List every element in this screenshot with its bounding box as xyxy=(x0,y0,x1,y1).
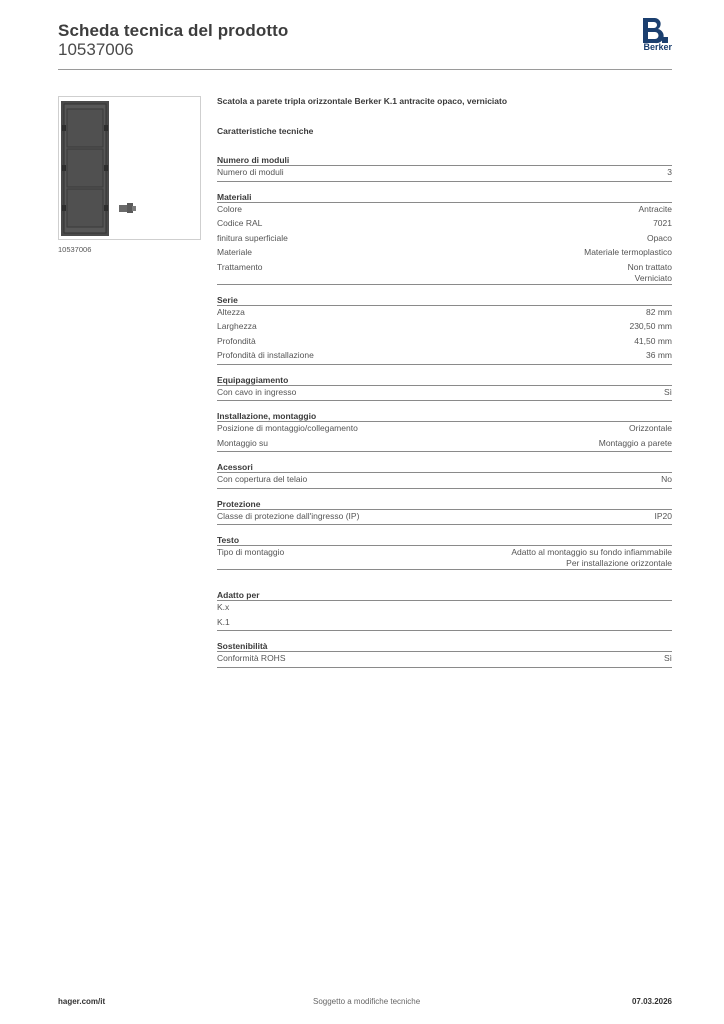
section-title: Installazione, montaggio xyxy=(217,405,672,422)
spec-value-line: 230,50 mm xyxy=(629,321,672,331)
suitable-item: K.x xyxy=(217,602,230,612)
spec-row xyxy=(217,166,672,181)
spec-label: Colore xyxy=(217,203,243,214)
spec-value xyxy=(664,387,672,401)
spec-value-line: 41,50 mm xyxy=(634,335,672,346)
section-title: Equipaggiamento xyxy=(217,369,672,386)
spec-value-line: Orizzontale xyxy=(629,423,672,433)
characteristics-heading: Caratteristiche tecniche xyxy=(217,126,314,136)
spec-value-line: Verniciato xyxy=(634,272,672,283)
spec-row xyxy=(217,246,672,261)
suitable-item: K.1 xyxy=(217,616,230,627)
product-description: Scatola a parete tripla orizzontale Berker K.1 antracite opaco, verniciato xyxy=(217,96,508,106)
spec-row xyxy=(217,306,672,321)
spec-row xyxy=(217,203,672,218)
logo-text: Berker xyxy=(643,42,672,52)
page-header xyxy=(58,20,672,70)
spec-row xyxy=(217,261,672,284)
spec-label: Profondità xyxy=(217,335,256,346)
spec-value-line: Non trattato xyxy=(627,261,672,272)
spec-label: Profondità di installazione xyxy=(217,350,314,360)
spec-value-line: Materiale termoplastico xyxy=(584,247,672,257)
spec-value-line: Adatto al montaggio su fondo infiammabile xyxy=(511,547,672,557)
spec-value xyxy=(647,233,672,247)
spec-value-line: Montaggio a parete xyxy=(598,437,672,448)
spec-value-line: 82 mm xyxy=(646,306,672,317)
spec-row xyxy=(217,546,672,569)
spec-row xyxy=(217,320,672,335)
section-title: Testo xyxy=(217,529,672,546)
spec-row xyxy=(217,232,672,247)
spec-value xyxy=(634,336,672,350)
section-title: Acessori xyxy=(217,456,672,473)
spec-content xyxy=(217,96,672,668)
spec-label: Classe di protezione dall'ingresso (IP) xyxy=(217,510,360,521)
berker-logo xyxy=(638,16,672,54)
page-footer xyxy=(58,997,672,1009)
spec-label: Numero di moduli xyxy=(217,167,284,177)
spec-value-line: Per installazione orizzontale xyxy=(566,558,672,568)
spec-sections xyxy=(217,149,672,570)
spec-value xyxy=(646,350,672,364)
section-title: Adatto per xyxy=(217,584,672,601)
spec-value-line: 7021 xyxy=(653,218,672,228)
section-title: Serie xyxy=(217,289,672,306)
spec-value-line: Sì xyxy=(663,386,672,397)
spec-label: Montaggio su xyxy=(217,437,269,448)
spec-label: Tipo di montaggio xyxy=(217,547,285,557)
section-title: Protezione xyxy=(217,493,672,510)
spec-value xyxy=(653,218,672,232)
spec-value xyxy=(661,474,672,488)
footer-website: hager.com/it xyxy=(58,997,106,1006)
spec-value xyxy=(655,511,673,525)
spec-row xyxy=(217,510,672,525)
spec-value xyxy=(628,262,672,284)
spec-value-line: IP20 xyxy=(654,510,672,521)
spec-value xyxy=(629,321,672,335)
spec-label: Materiale xyxy=(217,247,252,257)
spec-value xyxy=(667,167,672,181)
spec-row xyxy=(217,473,672,488)
spec-value xyxy=(584,247,672,261)
spec-label: Con cavo in ingresso xyxy=(217,386,297,397)
footer-date: 07.03.2026 xyxy=(631,997,672,1006)
spec-value-line: 36 mm xyxy=(646,350,672,360)
page-title: Scheda tecnica del prodotto xyxy=(58,21,289,40)
spec-label: Altezza xyxy=(217,306,245,317)
image-caption: 10537006 xyxy=(58,245,92,254)
product-number: 10537006 xyxy=(58,40,134,59)
spec-row xyxy=(217,349,672,364)
spec-value xyxy=(638,204,672,218)
header-divider xyxy=(58,69,672,70)
section-title: Numero di moduli xyxy=(217,149,672,166)
spec-row xyxy=(217,422,672,437)
spec-label: Codice RAL xyxy=(217,218,263,228)
spec-value xyxy=(599,438,672,452)
spec-value: Sì xyxy=(663,653,672,663)
spec-value xyxy=(646,307,672,321)
spec-row xyxy=(217,437,672,452)
footer-note: Soggetto a modifiche tecniche xyxy=(313,997,421,1006)
spec-value-line: 3 xyxy=(667,167,672,177)
spec-label: Posizione di montaggio/collegamento xyxy=(217,423,358,433)
spec-row xyxy=(217,217,672,232)
section-title: Sostenibilità xyxy=(217,635,672,652)
spec-label: Con copertura del telaio xyxy=(217,474,308,484)
spec-value-line: Opaco xyxy=(646,232,672,243)
product-image xyxy=(58,96,201,240)
spec-row xyxy=(217,652,672,667)
spec-row xyxy=(217,386,672,401)
spec-value xyxy=(629,423,672,437)
spec-value-line: Antracite xyxy=(638,203,672,214)
spec-label: Trattamento xyxy=(217,261,263,272)
spec-value xyxy=(511,547,672,569)
spec-label: finitura superficiale xyxy=(217,232,288,243)
spec-label: Conformità ROHS xyxy=(217,653,286,663)
spec-label: Larghezza xyxy=(217,321,257,331)
section-title: Materiali xyxy=(217,186,672,203)
spec-value-line: No xyxy=(661,474,672,484)
spec-row xyxy=(217,335,672,350)
